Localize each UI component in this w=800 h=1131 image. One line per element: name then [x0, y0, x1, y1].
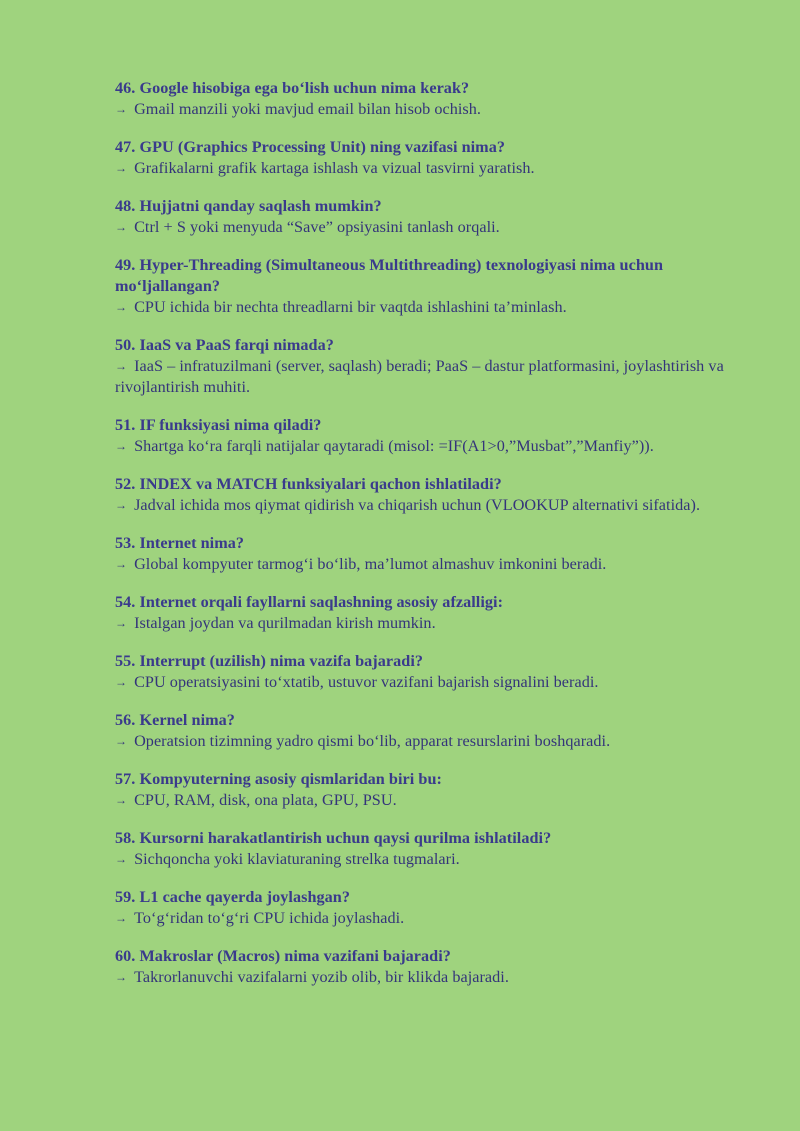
arrow-icon: → [115, 852, 128, 866]
question-text: 58. Kursorni harakatlantirish uchun qaysi qurilma ishlatiladi? [115, 829, 552, 847]
question-text: 48. Hujjatni qanday saqlash mumkin? [115, 197, 382, 215]
arrow-icon: → [115, 675, 128, 689]
question-text: 54. Internet orqali fayllarni saqlashning asosiy afzalligi: [115, 593, 504, 611]
answer-line [115, 436, 740, 457]
arrow-icon: → [115, 911, 128, 925]
answer-text: To‘g‘ridan to‘g‘ri CPU ichida joylashadi. [134, 909, 405, 927]
answer-line [115, 967, 740, 988]
qa-item [115, 255, 740, 318]
answer-text: Grafikalarni grafik kartaga ishlash va vizual tasvirni yaratish. [134, 159, 535, 177]
question-text: 56. Kernel nima? [115, 711, 235, 729]
qa-item [115, 474, 740, 516]
arrow-icon: → [115, 970, 128, 984]
qa-item [115, 78, 740, 120]
answer-line [115, 731, 740, 752]
arrow-icon: → [115, 102, 128, 116]
qa-list [115, 78, 740, 988]
answer-line [115, 217, 740, 238]
answer-line [115, 356, 740, 398]
answer-text: Global kompyuter tarmog‘i bo‘lib, ma’lumot almashuv imkonini beradi. [134, 555, 607, 573]
question-text: 50. IaaS va PaaS farqi nimada? [115, 336, 334, 354]
answer-line [115, 158, 740, 179]
answer-text: Jadval ichida mos qiymat qidirish va chiqarish uchun (VLOOKUP alternativi sifatida). [134, 496, 701, 514]
answer-text: Shartga ko‘ra farqli natijalar qaytaradi (misol: =IF(A1>0,”Musbat”,”Manfiy”)). [134, 437, 654, 455]
qa-item [115, 592, 740, 634]
question-text: 60. Makroslar (Macros) nima vazifani bajaradi? [115, 947, 451, 965]
answer-text: Gmail manzili yoki mavjud email bilan hisob ochish. [134, 100, 481, 118]
qa-item [115, 887, 740, 929]
question-text: 52. INDEX va MATCH funksiyalari qachon ishlatiladi? [115, 475, 502, 493]
answer-text: Istalgan joydan va qurilmadan kirish mumkin. [134, 614, 436, 632]
qa-item [115, 533, 740, 575]
answer-line [115, 613, 740, 634]
answer-text: CPU operatsiyasini to‘xtatib, ustuvor vazifani bajarish signalini beradi. [134, 673, 599, 691]
qa-item [115, 651, 740, 693]
answer-line [115, 849, 740, 870]
qa-item [115, 196, 740, 238]
qa-item [115, 710, 740, 752]
answer-line [115, 495, 740, 516]
question-text: 46. Google hisobiga ega bo‘lish uchun nima kerak? [115, 79, 470, 97]
answer-text: Ctrl + S yoki menyuda “Save” opsiyasini tanlash orqali. [134, 218, 500, 236]
answer-line [115, 672, 740, 693]
answer-line [115, 790, 740, 811]
qa-item [115, 946, 740, 988]
question-text: 47. GPU (Graphics Processing Unit) ning vazifasi nima? [115, 138, 506, 156]
question-text: 59. L1 cache qayerda joylashgan? [115, 888, 350, 906]
qa-item [115, 828, 740, 870]
answer-text: Takrorlanuvchi vazifalarni yozib olib, bir klikda bajaradi. [134, 968, 509, 986]
arrow-icon: → [115, 439, 128, 453]
arrow-icon: → [115, 220, 128, 234]
answer-line [115, 297, 740, 318]
qa-item [115, 769, 740, 811]
arrow-icon: → [115, 300, 128, 314]
arrow-icon: → [115, 557, 128, 571]
qa-item [115, 137, 740, 179]
question-text: 57. Kompyuterning asosiy qismlaridan biri bu: [115, 770, 442, 788]
answer-text: Operatsion tizimning yadro qismi bo‘lib, apparat resurslarini boshqaradi. [134, 732, 611, 750]
question-text: 55. Interrupt (uzilish) nima vazifa bajaradi? [115, 652, 424, 670]
question-text: 53. Internet nima? [115, 534, 245, 552]
qa-item [115, 415, 740, 457]
answer-text: IaaS – infratuzilmani (server, saqlash) beradi; PaaS – dastur platformasini, joylashtirish va rivojlantirish muhiti. [115, 357, 724, 396]
answer-text: CPU ichida bir nechta threadlarni bir vaqtda ishlashini ta’minlash. [134, 298, 567, 316]
answer-line [115, 908, 740, 929]
qa-item [115, 335, 740, 398]
answer-line [115, 99, 740, 120]
arrow-icon: → [115, 498, 128, 512]
arrow-icon: → [115, 359, 128, 373]
question-text: 51. IF funksiyasi nima qiladi? [115, 416, 322, 434]
arrow-icon: → [115, 616, 128, 630]
arrow-icon: → [115, 161, 128, 175]
answer-line [115, 554, 740, 575]
answer-text: CPU, RAM, disk, ona plata, GPU, PSU. [134, 791, 397, 809]
arrow-icon: → [115, 793, 128, 807]
arrow-icon: → [115, 734, 128, 748]
answer-text: Sichqoncha yoki klaviaturaning strelka tugmalari. [134, 850, 460, 868]
question-text: 49. Hyper-Threading (Simultaneous Multithreading) texnologiyasi nima uchun mo‘ljallangan? [115, 256, 663, 295]
